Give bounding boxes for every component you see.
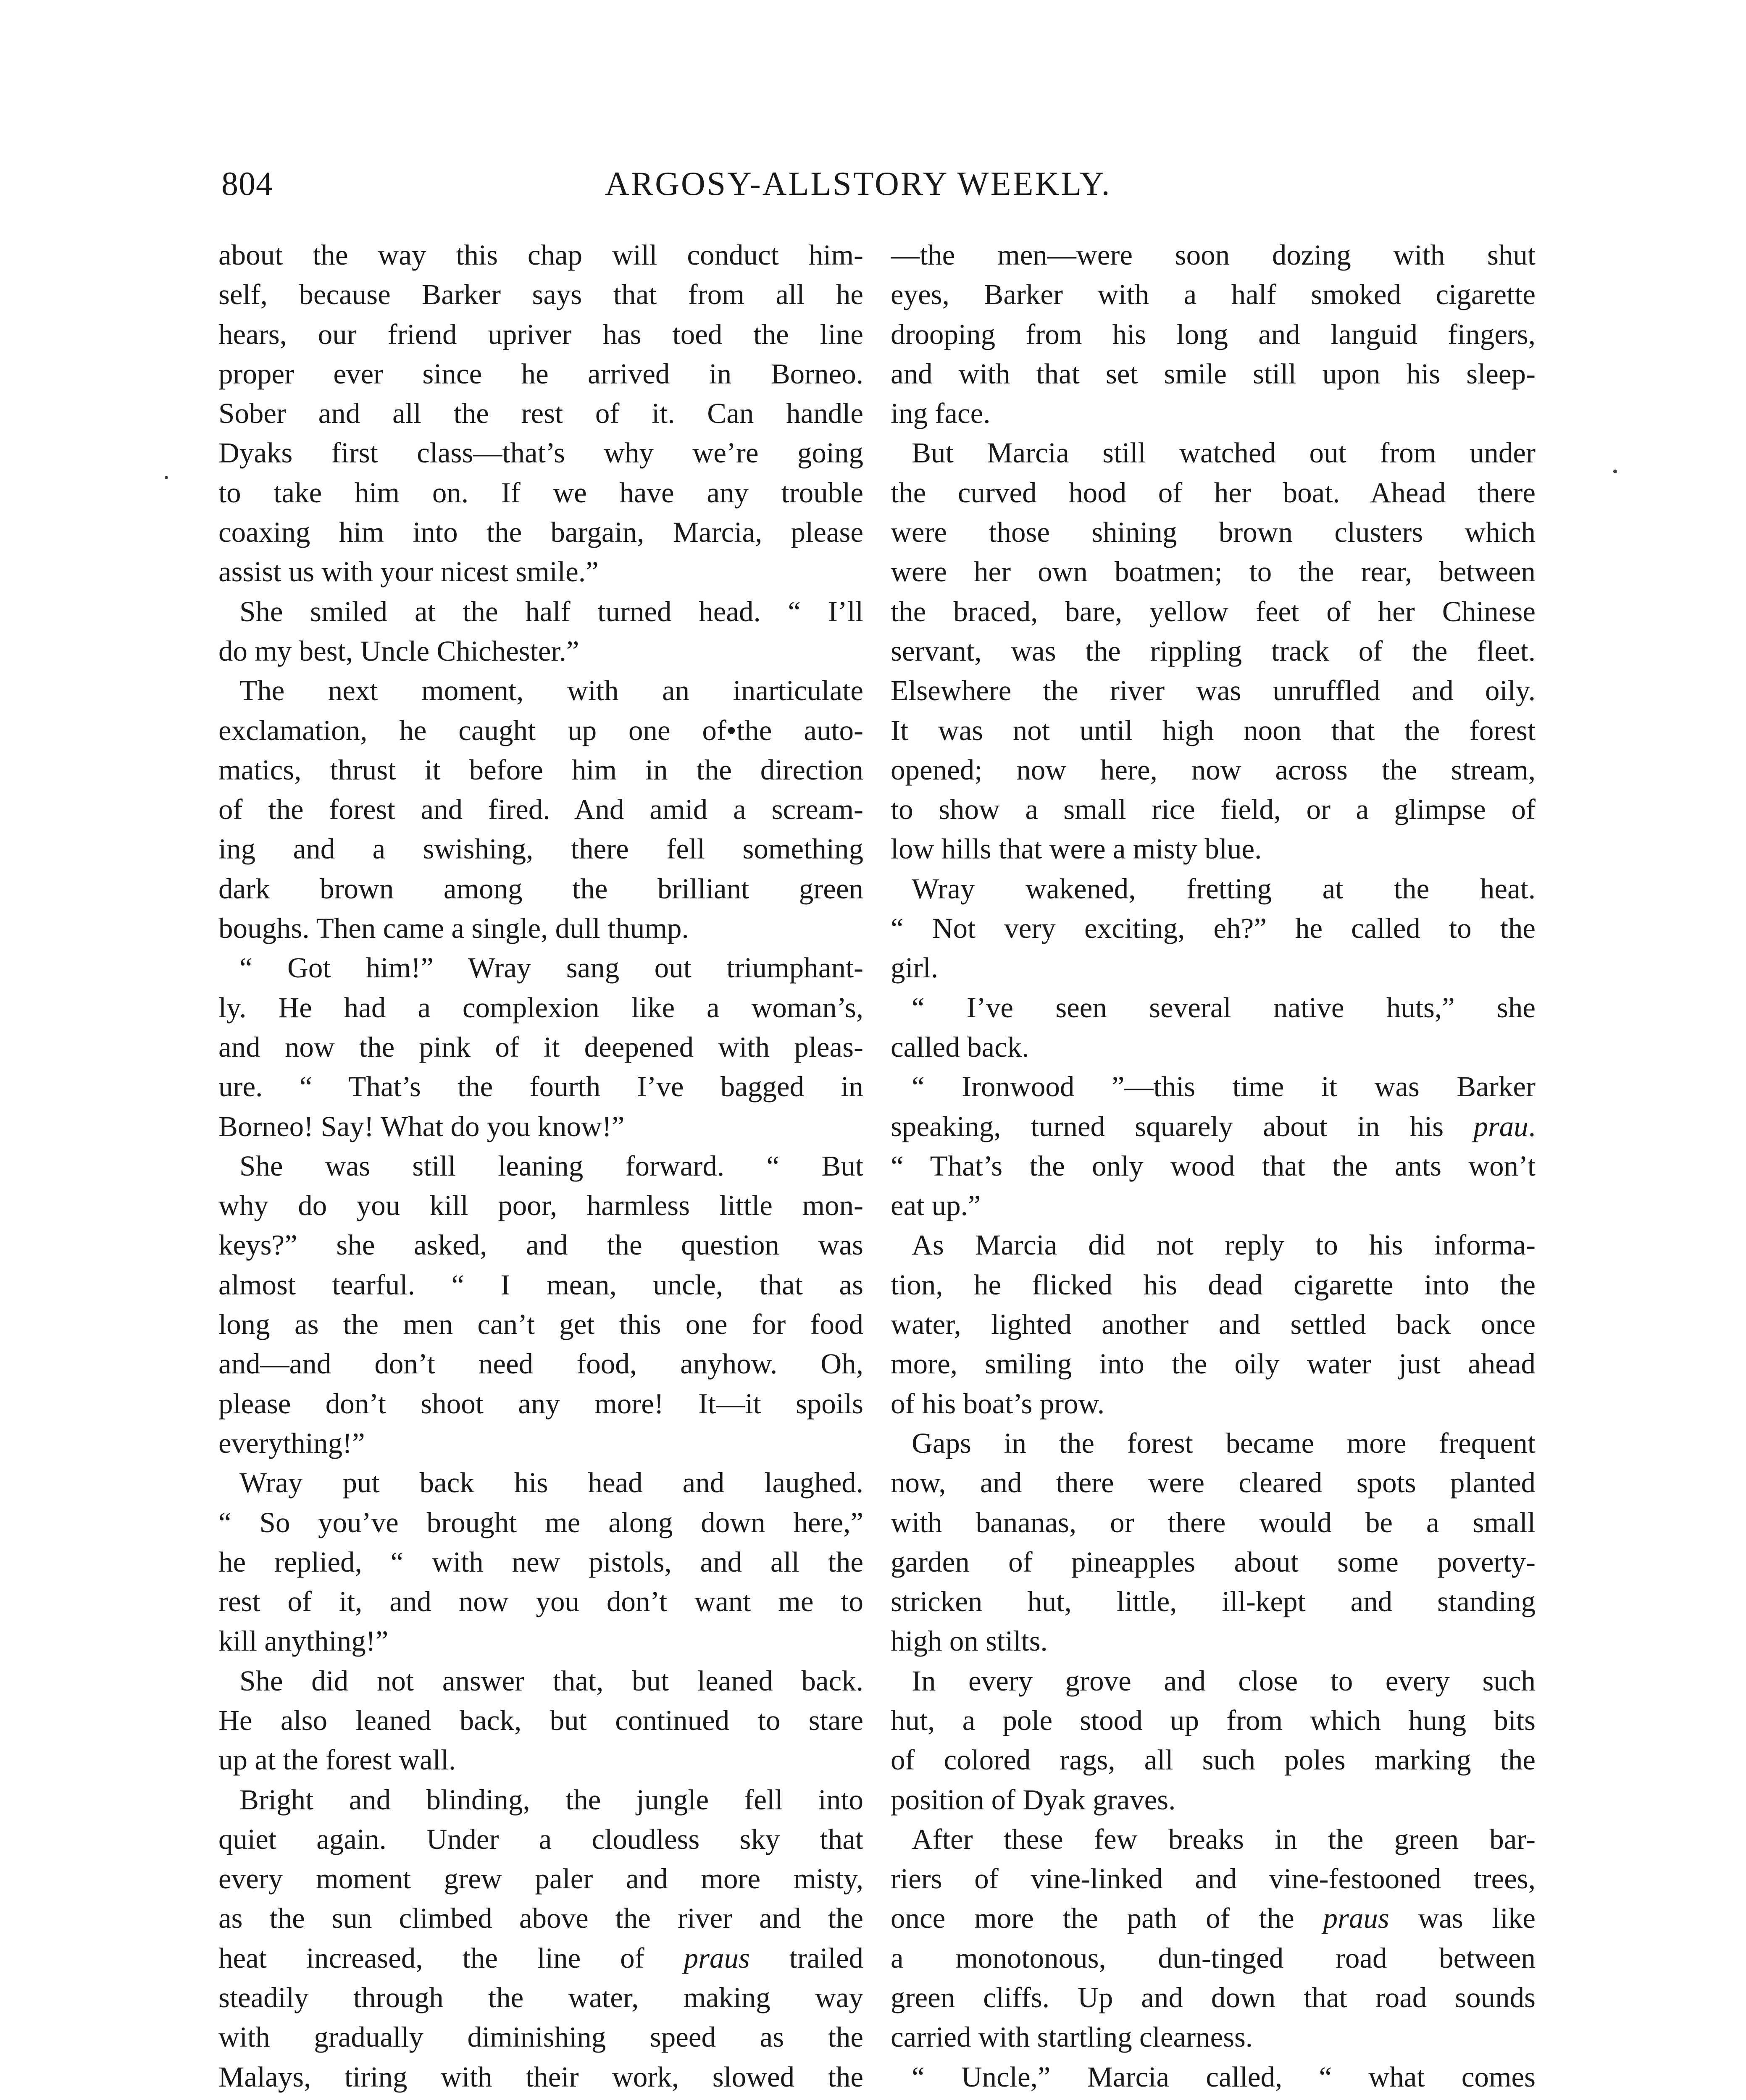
text-line: hut, a pole stood up from which hung bits [891,1704,1536,1736]
text-line: hears, our friend upriver has toed the line [218,318,863,350]
text-line: position of Dyak graves. [891,1783,1176,1816]
text-line: riers of vine-linked and vine-festooned trees, [891,1863,1536,1895]
text-line: long as the men can’t get this one for food [218,1308,863,1341]
text-line [218,2097,863,2100]
text-line: kill anything!” [218,1625,389,1657]
text-line: almost tearful. “ I mean, uncle, that as [218,1268,863,1301]
text-line: matics, thrust it before him in the direction [218,753,863,786]
text-line: do my best, Uncle Chichester.” [218,635,579,667]
text-line: once more the path of the praus was like [891,1902,1536,1935]
text-line: water, lighted another and settled back once [891,1308,1536,1341]
text-line: of the forest and fired. And amid a scream- [218,793,863,826]
text-line: with bananas, or there would be a small [891,1506,1536,1538]
text-line: green cliffs. Up and down that road sounds [891,1982,1536,2014]
print-speck [165,476,168,479]
text-line: ing face. [891,397,991,430]
text-line: a monotonous, dun-tinged road between [891,1942,1536,1974]
text-line: were her own boatmen; to the rear, between [891,556,1536,588]
text-line: Wray wakened, fretting at the heat. [912,872,1536,905]
text-line: In every grove and close to every such [912,1664,1536,1697]
text-line: ing and a swishing, there fell something [218,833,863,865]
text-line: eat up.” [891,1189,981,1222]
text-line: of colored rags, all such poles marking the [891,1744,1536,1776]
text-line: girl. [891,952,939,984]
text-line: high on stilts. [891,1625,1048,1657]
text-line: tion, he flicked his dead cigarette into the [891,1268,1536,1301]
text-line: Dyaks first class—that’s why we’re going [218,437,863,469]
text-line: She was still leaning forward. “ But [239,1150,863,1182]
text-line: ly. He had a complexion like a woman’s, [218,991,863,1024]
text-line: After these few breaks in the green bar- [912,1823,1536,1855]
text-line: please don’t shoot any more! It—it spoils [218,1387,863,1420]
text-line: of his boat’s prow. [891,1387,1105,1420]
right-text-column [891,235,1536,2100]
text-line: steadily through the water, making way [218,1982,863,2014]
text-line: were those shining brown clusters which [891,516,1536,549]
text-line: every moment grew paler and more misty, [218,1863,863,1895]
text-line: —the men—were soon dozing with shut [891,239,1536,271]
text-line: Malays, tiring with their work, slowed the [218,2061,863,2093]
text-line: drooping from his long and languid fingers, [891,318,1536,350]
text-line: “ So you’ve brought me along down here,” [218,1506,863,1538]
left-text-column [218,235,863,2100]
text-line: and with that set smile still upon his sleep- [891,357,1536,390]
text-line: as the sun climbed above the river and the [218,1902,863,1935]
text-line: As Marcia did not reply to his informa- [912,1229,1536,1261]
text-line: called back. [891,1031,1029,1063]
text-line: opened; now here, now across the stream, [891,753,1536,786]
text-line: “ Ironwood ”—this time it was Barker [912,1071,1536,1103]
text-line: speaking, turned squarely about in his prau. [891,1110,1536,1142]
text-line: Sober and all the rest of it. Can handle [218,397,863,430]
text-line: assist us with your nicest smile.” [218,556,599,588]
text-line: and—and don’t need food, anyhow. Oh, [218,1348,863,1380]
text-line: he replied, “ with new pistols, and all the [218,1546,863,1578]
text-line: He also leaned back, but continued to stare [218,1704,863,1736]
text-line: eyes, Barker with a half smoked cigarette [891,278,1536,311]
text-line: the braced, bare, yellow feet of her Chinese [891,595,1536,627]
text-line: with gradually diminishing speed as the [218,2021,863,2053]
page-number: 804 [221,165,273,202]
text-line: why do you kill poor, harmless little mon- [218,1189,863,1222]
text-line [891,2097,1536,2100]
text-line: everything!” [218,1427,365,1459]
text-line: to show a small rice field, or a glimpse of [891,793,1536,826]
text-line: low hills that were a misty blue. [891,833,1262,865]
text-line: more, smiling into the oily water just ahead [891,1348,1536,1380]
text-line: stricken hut, little, ill-kept and standing [891,1586,1536,1618]
text-line: garden of pineapples about some poverty- [891,1546,1536,1578]
text-line: dark brown among the brilliant green [218,872,863,905]
running-title: ARGOSY-ALLSTORY WEEKLY. [605,165,1112,202]
text-line: Gaps in the forest became more frequent [912,1427,1536,1459]
text-line: “ Not very exciting, eh?” he called to the [891,912,1536,945]
text-line: rest of it, and now you don’t want me to [218,1586,863,1618]
text-line: Bright and blinding, the jungle fell into [239,1783,863,1816]
text-line: “ Got him!” Wray sang out triumphant- [239,952,863,984]
text-line: The next moment, with an inarticulate [239,675,863,707]
text-line: proper ever since he arrived in Borneo. [218,357,863,390]
text-line: to take him on. If we have any trouble [218,476,863,509]
text-line: exclamation, he caught up one of•the auto- [218,714,863,746]
text-line: “ That’s the only wood that the ants won’t [891,1150,1536,1182]
text-line: about the way this chap will conduct him- [218,239,863,271]
text-line: boughs. Then came a single, dull thump. [218,912,689,945]
text-line: “ Uncle,” Marcia called, “ what comes [912,2061,1536,2093]
text-line: Wray put back his head and laughed. [239,1467,863,1499]
text-line: up at the forest wall. [218,1744,456,1776]
text-line: She smiled at the half turned head. “ I’ll [239,595,863,627]
text-line: ure. “ That’s the fourth I’ve bagged in [218,1071,863,1103]
text-line: keys?” she asked, and the question was [218,1229,863,1261]
text-line: quiet again. Under a cloudless sky that [218,1823,863,1855]
text-line: Elsewhere the river was unruffled and oily. [891,675,1536,707]
text-line: now, and there were cleared spots planted [891,1467,1536,1499]
text-line: heat increased, the line of praus trailed [218,1942,863,1974]
text-line: carried with startling clearness. [891,2021,1253,2053]
text-line: She did not answer that, but leaned back. [239,1664,863,1697]
text-line: coaxing him into the bargain, Marcia, please [218,516,863,549]
text-line: and now the pink of it deepened with pleas- [218,1031,863,1063]
print-speck [1613,470,1617,473]
text-line: It was not until high noon that the forest [891,714,1536,746]
text-line: the curved hood of her boat. Ahead there [891,476,1536,509]
text-line: Borneo! Say! What do you know!” [218,1110,625,1142]
text-line: servant, was the rippling track of the fleet. [891,635,1536,667]
text-line: But Marcia still watched out from under [912,437,1536,469]
text-line: self, because Barker says that from all he [218,278,863,311]
text-line: “ I’ve seen several native huts,” she [912,991,1536,1024]
